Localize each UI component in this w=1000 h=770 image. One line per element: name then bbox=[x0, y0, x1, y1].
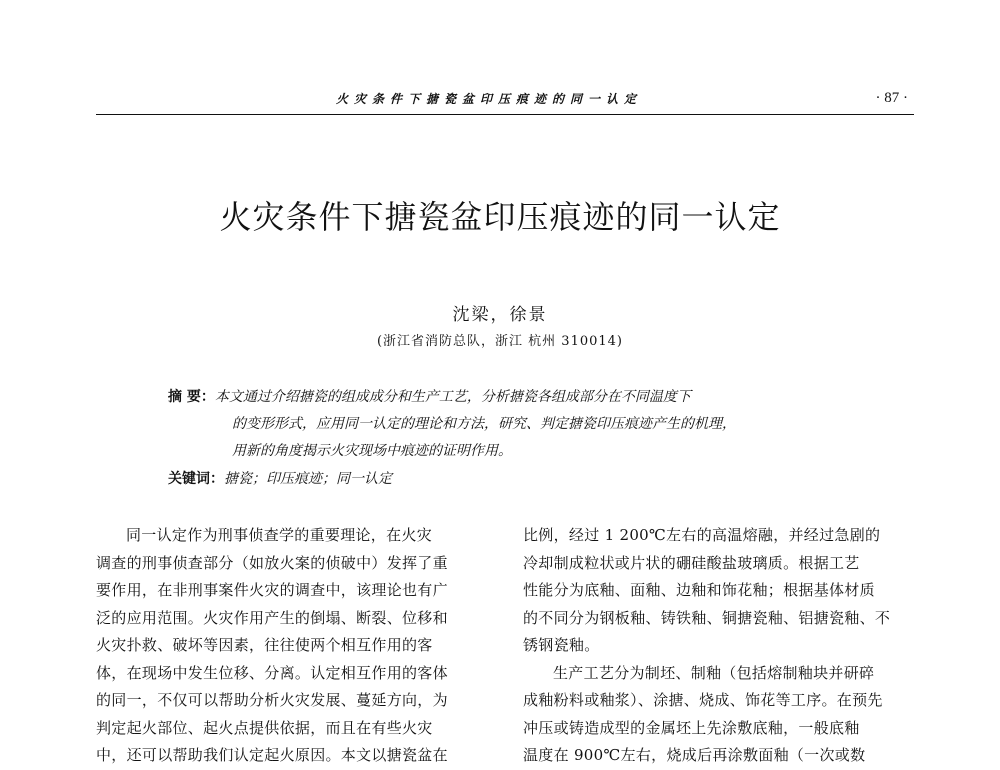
text-line: 生产工艺分为制坯、制釉（包括熔制釉块并研碎 bbox=[553, 663, 875, 682]
running-title: 火灾条件下搪瓷盆印压痕迹的同一认定 bbox=[336, 92, 643, 106]
text-line: 判定起火部位、起火点提供依据，而且在有些火灾 bbox=[96, 718, 433, 737]
text-line: 调查的刑事侦查部分（如放火案的侦破中）发挥了重 bbox=[96, 553, 448, 572]
text-line: 同一认定作为刑事侦查学的重要理论，在火灾 bbox=[126, 526, 433, 544]
text-line: 成釉粉料或釉浆）、涂搪、烧成、饰花等工序。在预先 bbox=[523, 691, 883, 709]
text-line: 性能分为底釉、面釉、边釉和饰花釉；根据基体材质 bbox=[523, 581, 875, 599]
abstract-line-2: 的变形形式，应用同一认定的理论和方法，研究、判定搪瓷印压痕迹产生的机理， bbox=[232, 416, 736, 432]
text-line: 的同一，不仅可以帮助分析火灾发展、蔓延方向，为 bbox=[96, 691, 448, 709]
text-line: 要作用，在非刑事案件火灾的调查中，该理论也有广 bbox=[96, 581, 448, 599]
text-line: 锈钢瓷釉。 bbox=[523, 636, 600, 654]
text-line: 火灾扑救、破坏等因素，往往使两个相互作用的客 bbox=[96, 636, 433, 654]
text-line: 比例，经过 1 200℃左右的高温熔融，并经过急剧的 bbox=[523, 526, 881, 544]
text-line: 体，在现场中发生位移、分离。认定相互作用的客体 bbox=[96, 663, 448, 682]
text-line: 中，还可以帮助我们认定起火原因。本文以搪瓷盆在 bbox=[96, 746, 448, 764]
keywords-text: 搪瓷；印压痕迹；同一认定 bbox=[224, 471, 392, 487]
text-line: 冷却制成粒状或片状的硼硅酸盐玻璃质。根据工艺 bbox=[523, 553, 860, 572]
text-line: 的不同分为钢板釉、铸铁釉、铜搪瓷釉、铝搪瓷釉、不 bbox=[523, 608, 891, 627]
abstract-line-1 bbox=[168, 384, 848, 411]
abstract bbox=[168, 384, 848, 465]
abstract-label: 摘 要： bbox=[168, 389, 215, 405]
page-number: · 87 · bbox=[875, 90, 908, 106]
text-line: 冲压或铸造成型的金属坯上先涂敷底釉，一般底釉 bbox=[523, 718, 860, 737]
text-line: 温度在 900℃左右，烧成后再涂敷面釉（一次或数 bbox=[523, 746, 866, 764]
article-title: 火灾条件下搪瓷盆印压痕迹的同一认定 bbox=[219, 198, 781, 236]
authors: 沈梁，徐景 bbox=[452, 305, 548, 325]
body-right-column bbox=[523, 522, 913, 770]
abstract-text: 本文通过介绍搪瓷的组成成分和生产工艺，分析搪瓷各组成部分在不同温度下 bbox=[214, 389, 691, 405]
affiliation: (浙江省消防总队，浙江 杭州 310014) bbox=[376, 334, 624, 349]
abstract-line-3: 用新的角度揭示火灾现场中痕迹的证明作用。 bbox=[232, 443, 512, 459]
body-left-column bbox=[96, 522, 486, 770]
text-line: 泛的应用范围。火灾作用产生的倒塌、断裂、位移和 bbox=[96, 608, 448, 627]
running-header bbox=[96, 90, 914, 115]
keywords-label: 关键词： bbox=[168, 471, 224, 487]
keywords bbox=[168, 466, 848, 493]
